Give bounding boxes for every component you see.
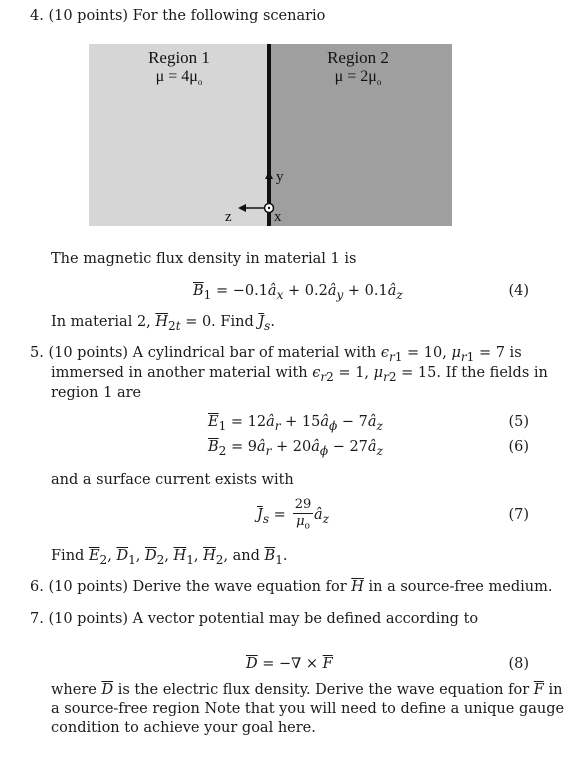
q5-line-3: region 1 are <box>51 385 142 401</box>
equation-7-number: (7) <box>508 507 529 523</box>
equation-6: $\overline{B}_2$ = $9â_r$ + $20â_\phi$ − $27â_z$ <box>208 439 383 458</box>
q4-heading: 4. (10 points) For the following scenario <box>30 8 326 24</box>
q5-find: Find $\overline{E}_2$, $\overline{D}_1$, $\overline{D}_2$, $\overline{H}_1$, $\overline{H}_2$, and $\overline{B}_1$. <box>51 548 288 567</box>
y-arrowhead <box>265 171 273 179</box>
y-axis-label: y <box>276 169 284 185</box>
q7-line-2: a source-free region Note that you will need to define a unique gauge <box>51 701 564 717</box>
equation-4-number: (4) <box>508 283 529 299</box>
q7-text: 7. (10 points) A vector potential may be defined according to <box>30 611 479 627</box>
q4-text-flux: The magnetic flux density in material 1 is <box>51 251 357 267</box>
region-1-permeability: $\mu = 4\mu_o$ <box>155 68 203 88</box>
equation-8-number: (8) <box>508 656 529 672</box>
region-2-title: Region 2 <box>327 48 389 67</box>
q4-text-material2: In material 2, $\overline{H}_{2t} = 0$. Find $\overline{J}_s$. <box>51 314 275 333</box>
q5-line-1: 5. (10 points) A cylindrical bar of material with $\epsilon_{r1} = 10$, $\mu_{r1} = 7$ is <box>30 345 522 364</box>
q7-line-1: where $\overline{D}$ is the electric flux density. Derive the wave equation for $\overline{F}$ in <box>51 682 563 698</box>
region-2-permeability: $\mu = 2\mu_o$ <box>334 68 382 88</box>
z-arrowhead <box>238 204 246 212</box>
q5-line-2: immersed in another material with $\epsilon_{r2} = 1$, $\mu_{r2} = 15$. If the fields in <box>51 365 548 384</box>
q7-line-3: condition to achieve your goal here. <box>51 720 316 736</box>
equation-8: $\overline{D}$ = −∇ × $\overline{F}$ <box>246 656 333 672</box>
z-axis-label: z <box>225 209 232 225</box>
equation-6-number: (6) <box>508 439 529 455</box>
region-1-label <box>129 48 229 92</box>
equation-5: $\overline{E}_1$ = $12â_r$ + $15â_\phi$ − $7â_z$ <box>208 414 383 433</box>
x-axis-label: x <box>274 209 282 225</box>
coordinate-axes <box>225 162 299 226</box>
region-2-label <box>308 48 408 92</box>
region-1-title: Region 1 <box>148 48 210 67</box>
q5-surface-text: and a surface current exists with <box>51 472 294 488</box>
equation-5-number: (5) <box>508 414 529 430</box>
equation-4: $\overline{B}_1$ = $-0.1â_x$ + $0.2â_y$ + $0.1â_z$ <box>193 283 403 302</box>
region-figure <box>89 44 452 226</box>
q6-text: 6. (10 points) Derive the wave equation for $\overline{H}$ in a source-free medium. <box>30 579 553 595</box>
